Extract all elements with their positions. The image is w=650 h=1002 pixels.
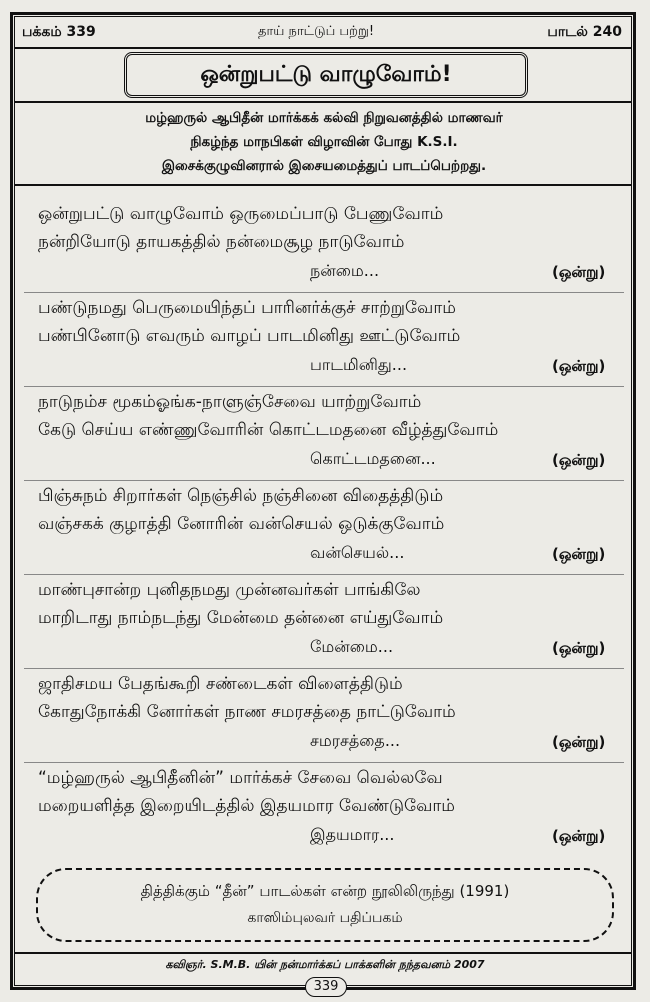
verse-refrain: மேன்மை... [310,637,394,656]
verse-refrain: சமரசத்தை... [310,731,401,750]
source-book-line: தித்திக்கும் “தீன்” பாடல்கள் என்ற நூலிலிருந்து (1991) [140,882,510,900]
verse-line: ஜாதிசமய பேதங்கூறி சண்டைகள் விளைத்திடும் [38,674,403,694]
verse-divider [24,480,624,481]
intro-text [24,106,624,178]
page-footer: கவிஞர். S.M.B. யின் நன்மார்க்கப் பாக்களின் நந்தவனம் 2007 [165,958,485,971]
verse-line: “மழ்ஹருல் ஆபிதீனின்” மார்க்கச் சேவை வெல்லவே [38,768,443,788]
song-label: பாடல் 240 [547,24,622,40]
chorus-marker: (ஒன்று) [552,545,606,563]
verse-line: பிஞ்சுநம் சிறார்கள் நெஞ்சில் நஞ்சினை விதைத்திடும் [38,486,444,506]
verse-refrain: இதயமார... [310,825,395,844]
verse-line: மறையளித்த இறையிடத்தில் இதயமார வேண்டுவோம் [38,796,455,816]
chorus-marker: (ஒன்று) [552,639,606,657]
verse-divider [24,574,624,575]
publisher-line: காஸிம்புலவர் பதிப்பகம் [247,910,403,926]
verse-line: மாறிடாது நாம்நடந்து மேன்மை தன்னை எய்துவோம் [38,608,444,628]
intro-divider [14,184,632,186]
header-divider [14,47,632,49]
verse-line: மாண்புசான்ற புனிதநமது முன்னவர்கள் பாங்கிலே [38,580,421,600]
verse-divider [24,668,624,669]
verse-line: நன்றியோடு தாயகத்தில் நன்மைசூழ நாடுவோம் [38,232,405,252]
verse-line: ஒன்றுபட்டு வாழுவோம் ஒருமைப்பாடு பேணுவோம் [38,204,444,224]
verse-divider [24,386,624,387]
verse-line: நாடுநம்ச மூகம்ஓங்க-நாளுஞ்சேவை யாற்றுவோம் [38,392,422,412]
page-header [22,22,628,46]
verse-divider [24,292,624,293]
verse-refrain: கொட்டமதனை... [310,449,436,468]
source-credit-box [36,868,614,942]
intro-line: நிகழ்ந்த மாநபிகள் விழாவின் போது K.S.I. [190,134,458,150]
chorus-marker: (ஒன்று) [552,733,606,751]
chorus-marker: (ஒன்று) [552,451,606,469]
verse-divider [24,762,624,763]
verse-line: வஞ்சகக் குழாத்தி னோரின் வன்செயல் ஒடுக்குவோம் [38,514,445,534]
intro-line: இசைக்குழுவினரால் இசையமைத்துப் பாடப்பெற்றது. [161,158,487,174]
page-number: 339 [305,977,347,997]
page-label: பக்கம் 339 [22,24,96,40]
verse-line: கோதுநோக்கி னோர்கள் நாண சமரசத்தை நாட்டுவோம் [38,702,456,722]
verse-line: கேடு செய்ய எண்ணுவோரின் கொட்டமதனை வீழ்த்துவோம் [38,420,499,440]
chorus-marker: (ஒன்று) [552,357,606,375]
section-label: தாய் நாட்டுப் பற்று! [258,24,375,39]
footer-divider [14,952,632,954]
song-title: ஒன்றுபட்டு வாழுவோம்! [124,52,528,98]
title-divider [14,101,632,103]
intro-line: மழ்ஹருல் ஆபிதீன் மார்க்கக் கல்வி நிறுவனத்தில் மாணவர் [145,110,503,126]
chorus-marker: (ஒன்று) [552,827,606,845]
verse-line: பண்பினோடு எவரும் வாழப் பாடமினிது ஊட்டுவோம் [38,326,461,346]
chorus-marker: (ஒன்று) [552,263,606,281]
verse-refrain: வன்செயல்... [310,543,405,562]
verse-line: பண்டுநமது பெருமையிந்தப் பாரினர்க்குச் சாற்றுவோம் [38,298,456,318]
verse-refrain: நன்மை... [310,261,380,280]
verse-refrain: பாடமினிது... [310,355,408,374]
